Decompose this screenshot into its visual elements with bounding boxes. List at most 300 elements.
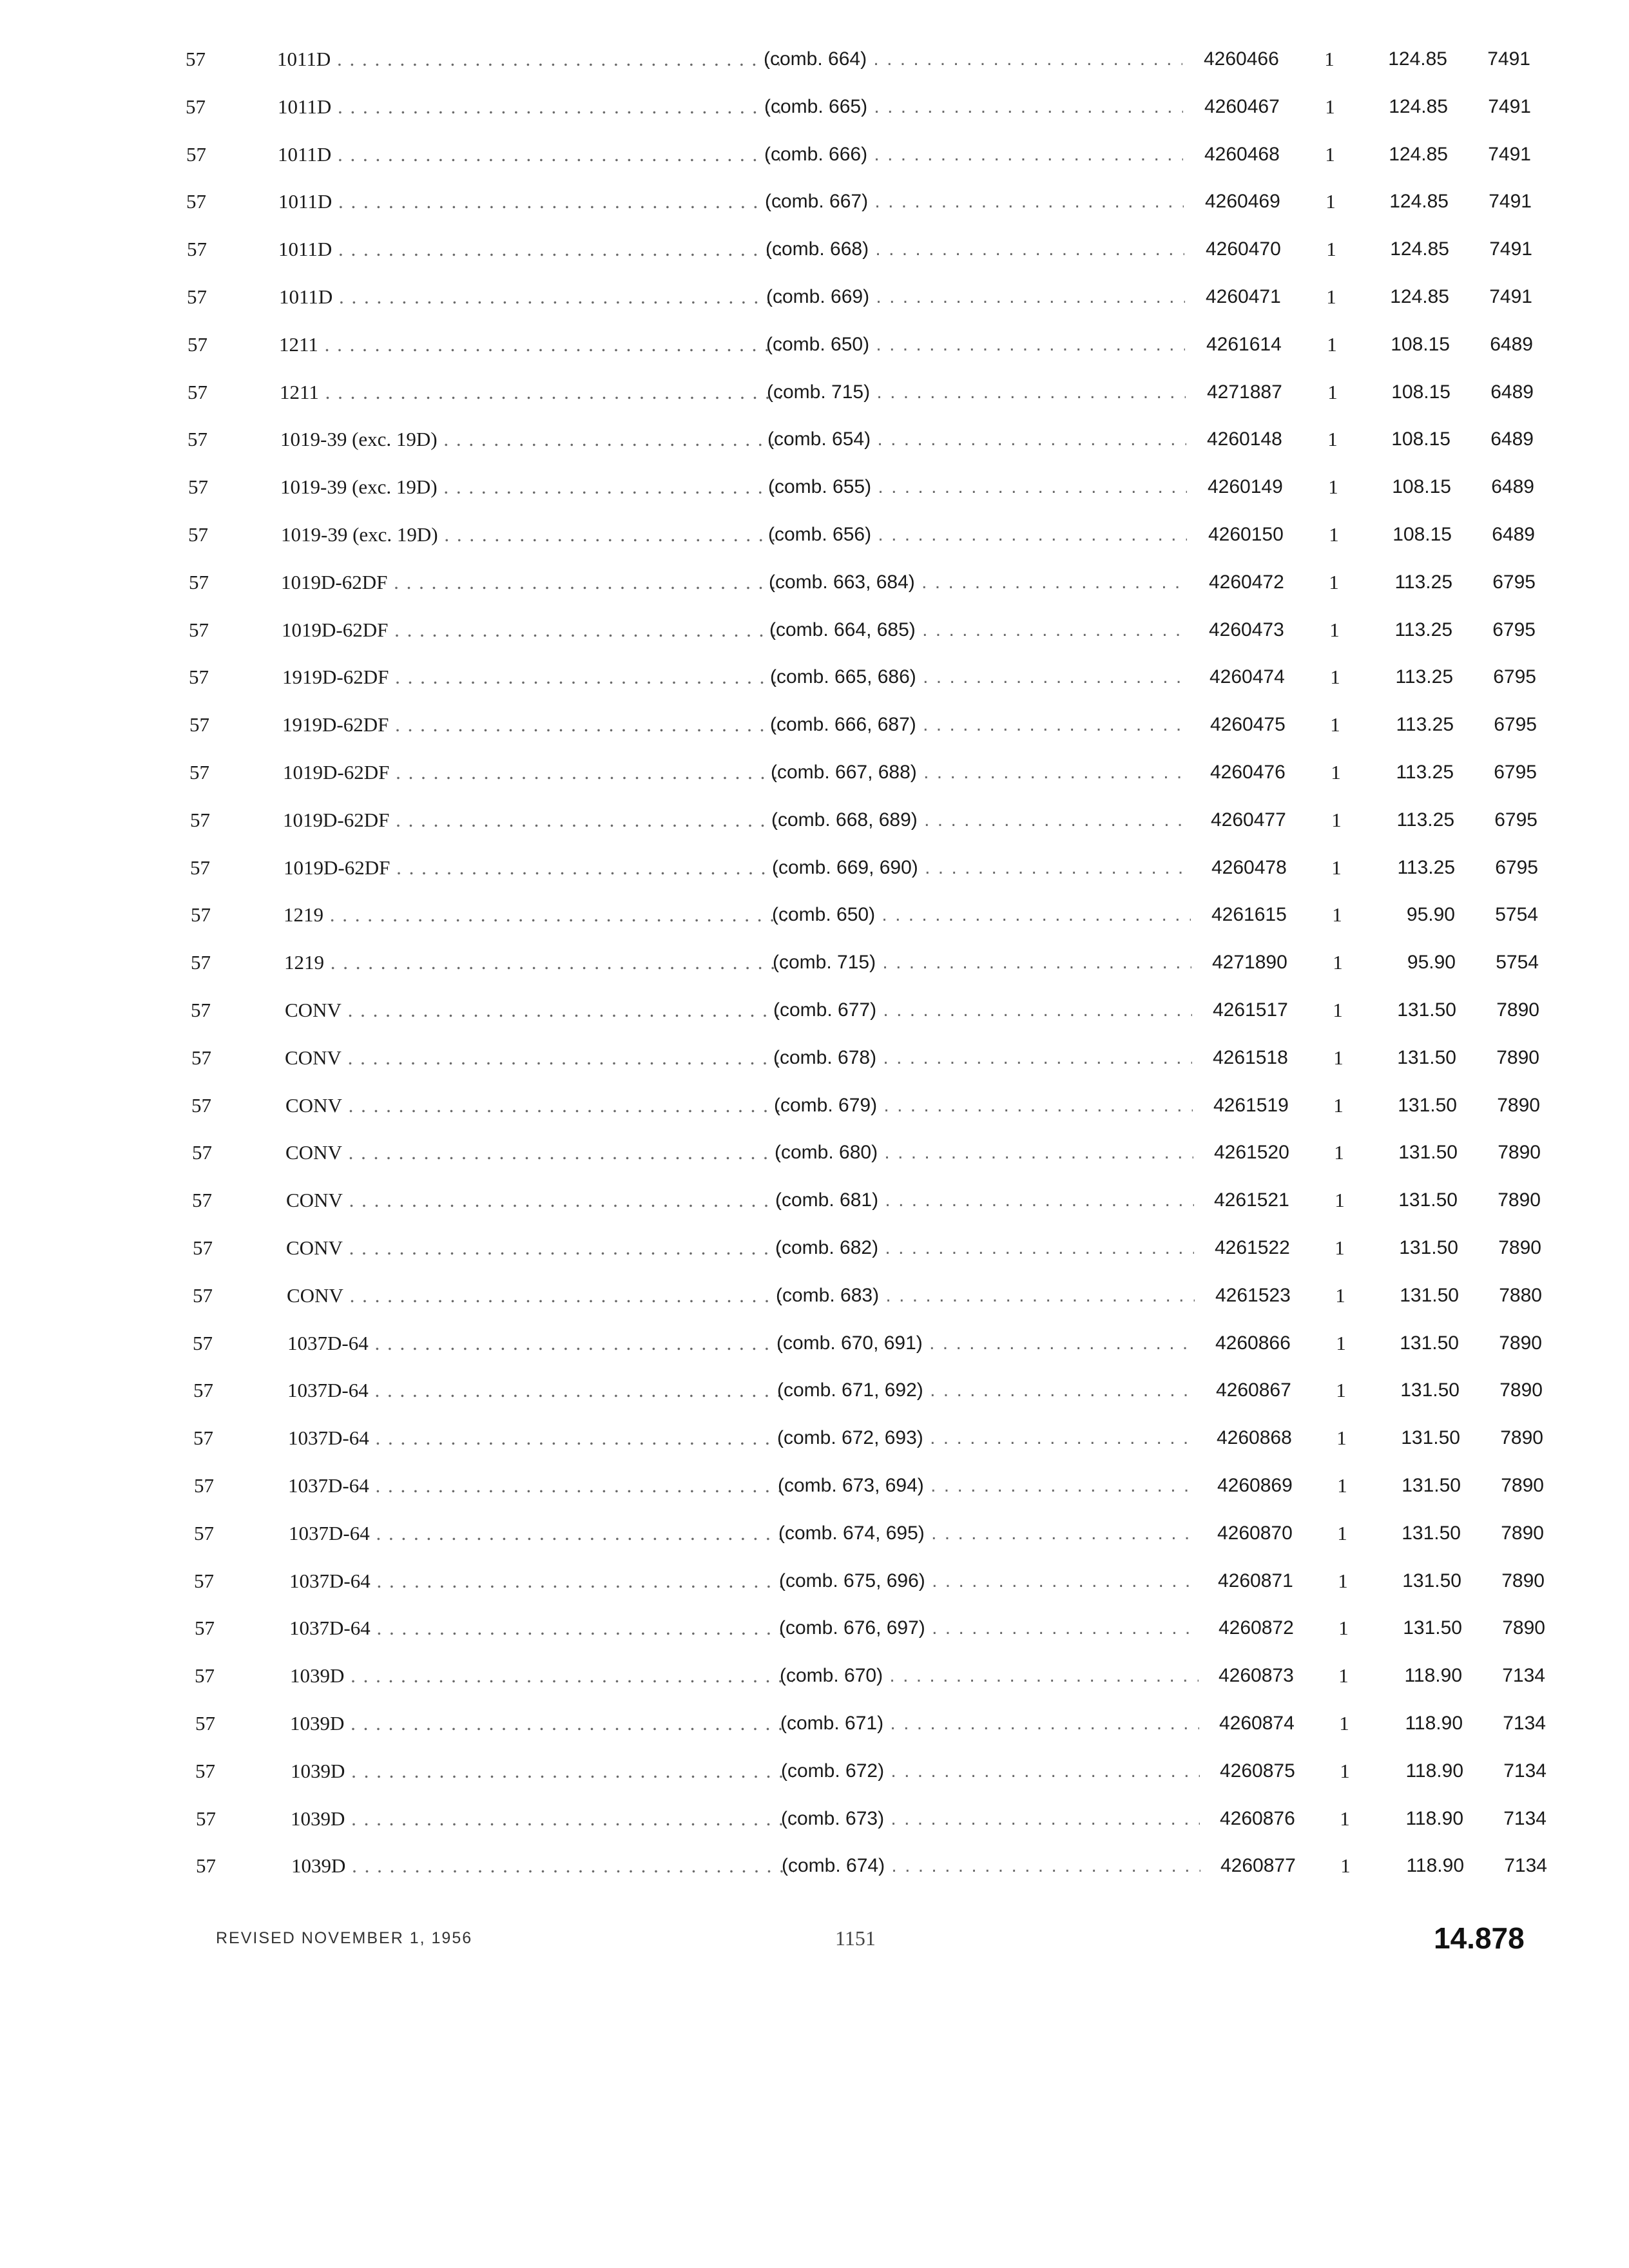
model-name: 1919D-62DF . . . — [282, 658, 785, 697]
table-row — [0, 515, 1629, 554]
quantity: 1 — [1327, 332, 1337, 356]
row-number: 57 — [188, 380, 207, 403]
price: 113.25 — [1396, 762, 1454, 783]
quantity: 1 — [1333, 1046, 1344, 1069]
part-number: 4271890 — [1212, 952, 1287, 974]
quantity: 1 — [1326, 285, 1336, 308]
table-row — [0, 1466, 1629, 1505]
combination: (comb. 654) . . . — [767, 420, 1186, 459]
code: 7890 — [1496, 1046, 1539, 1068]
quantity: 1 — [1325, 142, 1335, 166]
combination: (comb. 650) . . . — [772, 896, 1191, 934]
price: 131.50 — [1399, 1237, 1458, 1258]
model-name: 1019D-62DF . . . — [282, 611, 784, 649]
price: 113.25 — [1396, 809, 1454, 831]
row-number: 57 — [189, 570, 209, 593]
code: 7890 — [1501, 1522, 1544, 1544]
price: 131.50 — [1398, 1094, 1457, 1116]
combination: (comb. 674, 695) . . . — [778, 1514, 1197, 1553]
row-number: 57 — [193, 1379, 213, 1402]
table-row — [0, 849, 1629, 887]
price: 124.85 — [1389, 95, 1448, 117]
table-row — [0, 325, 1629, 364]
part-number: 4260472 — [1209, 571, 1284, 593]
code: 7134 — [1504, 1855, 1547, 1877]
price: 131.50 — [1397, 999, 1456, 1021]
part-number: 4260867 — [1216, 1379, 1291, 1401]
price: 131.50 — [1403, 1617, 1462, 1639]
combination: (comb. 673) . . . — [781, 1800, 1200, 1838]
code: 7890 — [1498, 1237, 1541, 1258]
price: 95.90 — [1407, 952, 1456, 974]
part-number: 4271887 — [1207, 381, 1282, 403]
row-number: 57 — [188, 428, 207, 451]
section-number: 14.878 — [1434, 1921, 1525, 1955]
part-number: 4260876 — [1220, 1807, 1295, 1829]
price: 131.50 — [1402, 1570, 1461, 1591]
code: 7890 — [1500, 1427, 1543, 1449]
part-number: 4260466 — [1204, 48, 1279, 70]
price: 113.25 — [1394, 619, 1452, 640]
table-row — [0, 1371, 1629, 1410]
combination: (comb. 666) . . . — [764, 135, 1183, 174]
combination: (comb. 663, 684) . . . — [769, 563, 1188, 602]
table-row — [0, 1419, 1629, 1457]
quantity: 1 — [1337, 1521, 1347, 1544]
part-number: 4260478 — [1211, 856, 1287, 878]
price: 131.50 — [1401, 1427, 1460, 1449]
price: 108.15 — [1393, 524, 1452, 545]
row-number: 57 — [196, 1854, 216, 1878]
row-number: 57 — [194, 1474, 214, 1497]
combination: (comb. 682) . . . — [775, 1229, 1194, 1267]
table-row — [0, 1800, 1629, 1838]
row-number: 57 — [193, 1283, 213, 1307]
row-number: 57 — [191, 999, 211, 1021]
table-row — [0, 1847, 1629, 1885]
price: 118.90 — [1405, 1713, 1463, 1734]
code: 7491 — [1487, 48, 1530, 70]
model-name: CONV . . . — [285, 1039, 787, 1077]
combination: (comb. 672, 693) . . . — [777, 1419, 1196, 1457]
part-number: 4261519 — [1213, 1094, 1289, 1116]
table-row — [0, 896, 1629, 934]
row-number: 57 — [190, 856, 210, 879]
table-row — [0, 420, 1629, 459]
table-row — [0, 943, 1629, 982]
price: 124.85 — [1390, 238, 1449, 260]
code: 6489 — [1492, 524, 1535, 545]
code: 6489 — [1490, 381, 1534, 403]
model-name: 1037D-64 . . . — [288, 1466, 791, 1505]
quantity: 1 — [1327, 428, 1338, 451]
model-name: 1019-39 (exc. 19D) . . . — [280, 420, 783, 459]
combination: (comb. 668, 689) . . . — [771, 801, 1190, 840]
quantity: 1 — [1332, 903, 1342, 927]
code: 7890 — [1499, 1379, 1543, 1401]
row-number: 57 — [188, 523, 208, 546]
row-number: 57 — [193, 1427, 213, 1450]
quantity: 1 — [1335, 1189, 1345, 1212]
code: 7880 — [1499, 1284, 1542, 1306]
price: 124.85 — [1389, 143, 1448, 165]
price: 118.90 — [1404, 1665, 1462, 1687]
table-row — [0, 1657, 1629, 1695]
table-row — [0, 611, 1629, 649]
table-row — [0, 1039, 1629, 1077]
price: 124.85 — [1389, 191, 1449, 213]
part-number: 4260473 — [1209, 619, 1284, 640]
combination: (comb. 666, 687) . . . — [770, 706, 1189, 744]
quantity: 1 — [1338, 1617, 1349, 1640]
model-name: 1011D . . . — [278, 182, 781, 221]
model-name: 1039D . . . — [291, 1847, 794, 1885]
code: 5754 — [1495, 904, 1538, 926]
row-number: 57 — [189, 618, 209, 641]
table-row — [0, 278, 1629, 316]
table-row — [0, 1752, 1629, 1791]
quantity: 1 — [1329, 570, 1339, 593]
row-number: 57 — [192, 1189, 212, 1212]
combination: (comb. 715) . . . — [767, 373, 1186, 412]
price: 113.25 — [1395, 666, 1453, 688]
row-number: 57 — [195, 1617, 215, 1640]
combination: (comb. 667) . . . — [765, 182, 1184, 221]
model-name: 1019D-62DF . . . — [284, 849, 786, 887]
row-number: 57 — [192, 1141, 212, 1164]
row-number: 57 — [189, 666, 209, 689]
model-name: 1037D-64 . . . — [289, 1562, 792, 1600]
row-number: 57 — [186, 142, 206, 166]
quantity: 1 — [1330, 666, 1340, 689]
price: 131.50 — [1398, 1189, 1458, 1211]
table-row — [0, 88, 1629, 126]
quantity: 1 — [1330, 713, 1340, 736]
price: 131.50 — [1402, 1522, 1461, 1544]
model-name: 1011D . . . — [279, 278, 782, 316]
model-name: 1039D . . . — [291, 1800, 793, 1838]
model-name: 1211 . . . — [279, 325, 782, 364]
row-number: 57 — [191, 903, 211, 927]
code: 6795 — [1494, 714, 1537, 736]
table-row — [0, 991, 1629, 1030]
quantity: 1 — [1336, 1379, 1346, 1402]
table-row — [0, 1704, 1629, 1743]
code: 6795 — [1494, 809, 1537, 831]
part-number: 4260872 — [1219, 1617, 1294, 1639]
price: 113.25 — [1397, 856, 1455, 878]
combination: (comb. 715) . . . — [773, 943, 1191, 982]
code: 6489 — [1490, 428, 1534, 450]
combination: (comb. 667, 688) . . . — [771, 753, 1190, 792]
price: 131.50 — [1400, 1379, 1460, 1401]
revision-note: REVISED NOVEMBER 1, 1956 — [216, 1929, 473, 1947]
quantity: 1 — [1337, 1474, 1347, 1497]
combination: (comb. 680) . . . — [775, 1133, 1193, 1172]
part-number: 4260874 — [1219, 1713, 1295, 1734]
code: 7134 — [1503, 1713, 1546, 1734]
model-name: CONV . . . — [285, 1133, 788, 1172]
part-number: 4260475 — [1210, 714, 1286, 736]
quantity: 1 — [1325, 190, 1336, 213]
page-number: 1151 — [835, 1927, 876, 1950]
quantity: 1 — [1334, 1141, 1344, 1164]
combination: (comb. 670, 691) . . . — [776, 1324, 1195, 1363]
model-name: CONV . . . — [285, 991, 787, 1030]
model-name: 1011D . . . — [278, 230, 781, 269]
price: 108.15 — [1391, 381, 1451, 403]
combination: (comb. 681) . . . — [775, 1181, 1194, 1220]
part-number: 4260869 — [1217, 1475, 1293, 1496]
part-number: 4260476 — [1210, 762, 1286, 783]
part-number: 4260870 — [1217, 1522, 1293, 1544]
price: 108.15 — [1391, 333, 1450, 355]
quantity: 1 — [1340, 1807, 1350, 1830]
model-name: 1011D . . . — [277, 40, 780, 79]
combination: (comb. 650) . . . — [766, 325, 1185, 364]
part-number: 4261517 — [1213, 999, 1288, 1021]
quantity: 1 — [1324, 48, 1335, 70]
code: 7890 — [1498, 1142, 1541, 1164]
quantity: 1 — [1338, 1569, 1348, 1592]
price: 124.85 — [1388, 48, 1447, 70]
code: 7491 — [1488, 95, 1531, 117]
model-name: 1011D . . . — [278, 88, 780, 126]
combination: (comb. 671) . . . — [780, 1704, 1199, 1743]
price: 118.90 — [1405, 1807, 1463, 1829]
table-row — [0, 1562, 1629, 1600]
code: 6795 — [1492, 619, 1536, 640]
code: 7491 — [1489, 191, 1532, 213]
row-number: 57 — [187, 238, 207, 261]
part-number: 4260873 — [1219, 1665, 1294, 1687]
quantity: 1 — [1329, 618, 1340, 641]
part-number: 4261520 — [1214, 1142, 1289, 1164]
row-number: 57 — [191, 1046, 211, 1069]
row-number: 57 — [188, 332, 207, 356]
row-number: 57 — [186, 95, 206, 118]
combination: (comb. 669, 690) . . . — [772, 849, 1191, 887]
quantity: 1 — [1329, 523, 1339, 546]
row-number: 57 — [194, 1521, 214, 1544]
price: 95.90 — [1406, 904, 1455, 926]
price: 108.15 — [1391, 428, 1451, 450]
part-number: 4261522 — [1215, 1237, 1290, 1258]
row-number: 57 — [195, 1759, 215, 1782]
combination: (comb. 675, 696) . . . — [779, 1562, 1198, 1600]
model-name: 1039D . . . — [290, 1657, 793, 1695]
combination: (comb. 668) . . . — [766, 230, 1184, 269]
combination: (comb. 674) . . . — [782, 1847, 1200, 1885]
table-row — [0, 1133, 1629, 1172]
table-row — [0, 1276, 1629, 1315]
quantity: 1 — [1328, 476, 1338, 499]
code: 7890 — [1501, 1570, 1545, 1591]
code: 7134 — [1503, 1760, 1547, 1782]
model-name: 1039D . . . — [291, 1752, 793, 1791]
table-row — [0, 1514, 1629, 1553]
combination: (comb. 683) . . . — [776, 1276, 1195, 1315]
part-number: 4260477 — [1211, 809, 1286, 831]
model-name: 1211 . . . — [280, 373, 782, 412]
table-row — [0, 373, 1629, 412]
code: 6795 — [1493, 666, 1536, 688]
row-number: 57 — [189, 713, 209, 736]
model-name: 1019D-62DF . . . — [283, 801, 786, 840]
model-name: 1219 . . . — [284, 896, 786, 934]
model-name: 1037D-64 . . . — [287, 1324, 790, 1363]
part-number: 4261521 — [1214, 1189, 1289, 1211]
combination: (comb. 665, 686) . . . — [770, 658, 1189, 697]
table-row — [0, 230, 1629, 269]
table-row — [0, 1609, 1629, 1648]
quantity: 1 — [1331, 808, 1342, 831]
code: 7134 — [1502, 1665, 1545, 1687]
table-row — [0, 1086, 1629, 1125]
part-number: 4261523 — [1215, 1284, 1291, 1306]
table-row — [0, 1181, 1629, 1220]
row-number: 57 — [189, 761, 209, 783]
model-name: 1019D-62DF . . . — [283, 753, 786, 792]
part-number: 4260871 — [1218, 1570, 1293, 1591]
code: 5754 — [1496, 952, 1539, 974]
combination: (comb. 656) . . . — [768, 515, 1187, 554]
part-number: 4260877 — [1220, 1855, 1296, 1877]
combination: (comb. 664) . . . — [764, 40, 1182, 79]
combination: (comb. 679) . . . — [774, 1086, 1193, 1125]
price: 108.15 — [1392, 476, 1451, 498]
table-row — [0, 182, 1629, 221]
part-number: 4260866 — [1215, 1332, 1291, 1354]
model-name: CONV . . . — [287, 1276, 789, 1315]
price: 113.25 — [1396, 714, 1454, 736]
row-number: 57 — [187, 285, 207, 308]
part-number: 4260149 — [1208, 476, 1283, 498]
table-row — [0, 658, 1629, 697]
part-number: 4260469 — [1205, 191, 1280, 213]
row-number: 57 — [195, 1712, 215, 1735]
part-number: 4260150 — [1208, 524, 1284, 545]
row-number: 57 — [195, 1664, 215, 1687]
model-name: 1219 . . . — [284, 943, 787, 982]
part-number: 4261518 — [1213, 1046, 1288, 1068]
quantity: 1 — [1336, 1427, 1347, 1450]
code: 7134 — [1503, 1807, 1547, 1829]
combination: (comb. 677) . . . — [773, 991, 1192, 1030]
model-name: 1037D-64 . . . — [289, 1609, 792, 1648]
quantity: 1 — [1333, 1093, 1344, 1117]
code: 7890 — [1502, 1617, 1545, 1639]
code: 6489 — [1491, 476, 1534, 498]
combination: (comb. 673, 694) . . . — [778, 1466, 1197, 1505]
price: 118.90 — [1405, 1760, 1463, 1782]
price: 124.85 — [1390, 286, 1449, 307]
part-number: 4260471 — [1206, 286, 1281, 307]
code: 6795 — [1495, 856, 1538, 878]
quantity: 1 — [1336, 1331, 1346, 1354]
price: 118.90 — [1406, 1855, 1464, 1877]
table-row — [0, 801, 1629, 840]
model-name: 1019-39 (exc. 19D) . . . — [280, 468, 783, 506]
price: 131.50 — [1397, 1046, 1456, 1068]
code: 7890 — [1501, 1475, 1544, 1496]
combination: (comb. 670) . . . — [780, 1657, 1199, 1695]
table-row — [0, 468, 1629, 506]
table-row — [0, 563, 1629, 602]
row-number: 57 — [188, 476, 208, 499]
table-row — [0, 135, 1629, 174]
part-number: 4260470 — [1206, 238, 1281, 260]
code: 7890 — [1496, 999, 1539, 1021]
combination: (comb. 672) . . . — [781, 1752, 1200, 1791]
price: 131.50 — [1400, 1332, 1459, 1354]
model-name: 1037D-64 . . . — [287, 1371, 790, 1410]
part-number: 4260148 — [1207, 428, 1282, 450]
part-number: 4261615 — [1211, 904, 1287, 926]
quantity: 1 — [1340, 1854, 1351, 1878]
row-number: 57 — [191, 1093, 211, 1117]
combination: (comb. 655) . . . — [768, 468, 1187, 506]
quantity: 1 — [1325, 95, 1335, 118]
part-number: 4261614 — [1206, 333, 1282, 355]
row-number: 57 — [190, 808, 210, 831]
code: 7890 — [1497, 1094, 1540, 1116]
price: 113.25 — [1394, 571, 1452, 593]
model-name: 1037D-64 . . . — [289, 1514, 791, 1553]
quantity: 1 — [1338, 1664, 1349, 1687]
model-name: CONV . . . — [286, 1181, 789, 1220]
code: 7890 — [1499, 1332, 1542, 1354]
model-name: 1019-39 (exc. 19D) . . . — [281, 515, 784, 554]
quantity: 1 — [1331, 761, 1341, 783]
row-number: 57 — [196, 1807, 216, 1830]
price: 131.50 — [1398, 1142, 1458, 1164]
quantity: 1 — [1333, 999, 1343, 1021]
combination: (comb. 671, 692) . . . — [777, 1371, 1196, 1410]
row-number: 57 — [194, 1569, 214, 1592]
model-name: 1919D-62DF . . . — [282, 706, 785, 744]
price: 131.50 — [1400, 1284, 1459, 1306]
code: 6795 — [1494, 762, 1537, 783]
part-number: 4260468 — [1204, 143, 1280, 165]
row-number: 57 — [186, 48, 206, 70]
quantity: 1 — [1327, 380, 1338, 403]
combination: (comb. 676, 697) . . . — [779, 1609, 1198, 1648]
model-name: 1037D-64 . . . — [288, 1419, 791, 1457]
quantity: 1 — [1333, 951, 1343, 974]
table-row — [0, 706, 1629, 744]
combination: (comb. 669) . . . — [766, 278, 1185, 316]
model-name: 1011D . . . — [278, 135, 780, 174]
quantity: 1 — [1339, 1712, 1349, 1735]
part-number: 4260875 — [1220, 1760, 1295, 1782]
quantity: 1 — [1340, 1759, 1350, 1782]
quantity: 1 — [1335, 1236, 1345, 1259]
code: 7491 — [1489, 238, 1532, 260]
row-number: 57 — [193, 1236, 213, 1259]
row-number: 57 — [193, 1331, 213, 1354]
model-name: CONV . . . — [285, 1086, 788, 1125]
code: 7890 — [1498, 1189, 1541, 1211]
code: 6795 — [1492, 571, 1536, 593]
table-row — [0, 1324, 1629, 1363]
code: 7491 — [1489, 286, 1532, 307]
quantity: 1 — [1331, 856, 1342, 879]
model-name: CONV . . . — [286, 1229, 789, 1267]
part-number: 4260868 — [1217, 1427, 1292, 1449]
model-name: 1039D . . . — [290, 1704, 793, 1743]
combination: (comb. 664, 685) . . . — [769, 611, 1188, 649]
